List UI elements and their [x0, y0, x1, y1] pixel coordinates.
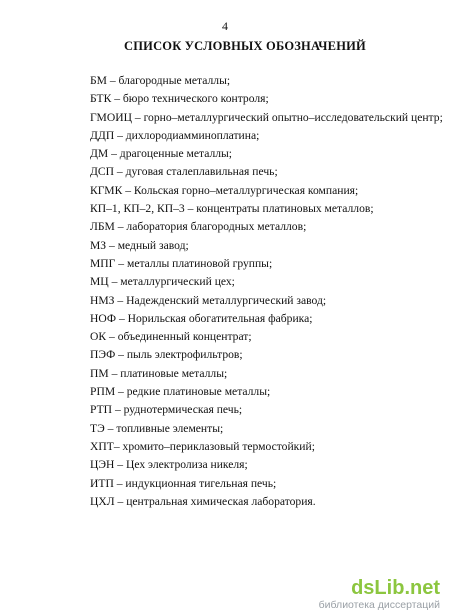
list-item: ДМ – драгоценные металлы; [90, 147, 233, 161]
list-item: НОФ – Норильская обогатительная фабрика; [90, 311, 313, 325]
page-number: 4 [222, 19, 228, 33]
list-item: ПМ – платиновые металлы; [90, 366, 228, 380]
watermark-brand-main: dsLib [351, 577, 405, 599]
list-item: ИТП – индукционная тигельная печь; [90, 476, 277, 490]
watermark-tagline: библиотека диссертаций [318, 599, 440, 611]
list-item: БМ – благородные металлы; [90, 74, 231, 87]
list-item: МЦ – металлургический цех; [90, 275, 235, 289]
list-item: ПЭФ – пыль электрофильтров; [90, 348, 243, 362]
list-item: БТК – бюро технического контроля; [90, 92, 269, 106]
list-item: МПГ – металлы платиновой группы; [90, 256, 273, 270]
list-item: ЦХЛ – центральная химическая лаборатория. [90, 494, 316, 508]
list-item: КГМК – Кольская горно–металлургическая компания; [90, 183, 359, 197]
list-item: РПМ – редкие платиновые металлы; [90, 385, 271, 399]
list-item: ДСП – дуговая сталеплавильная печь; [90, 165, 278, 179]
list-item: КП–1, КП–2, КП–3 – концентраты платиновых металлов; [90, 202, 374, 216]
watermark-brand-domain: .net [404, 577, 440, 599]
list-item: ГМОИЦ – горно–металлургический опытно–исследовательский центр; [90, 110, 443, 124]
watermark-brand [319, 577, 440, 599]
list-item: ОК – объединенный концентрат; [90, 330, 252, 344]
list-item: ДДП – дихлородиамминоплатина; [90, 128, 260, 142]
list-item: ЦЭН – Цех электролиза никеля; [90, 458, 248, 472]
watermark-logo [319, 577, 440, 611]
list-item: ТЭ – топливные элементы; [90, 421, 224, 435]
list-item: НМЗ – Надежденский металлургический завод; [90, 293, 327, 307]
list-item: ЛБМ – лаборатория благородных металлов; [90, 220, 307, 234]
page-title: СПИСОК УСЛОВНЫХ ОБОЗНАЧЕНИЙ [124, 39, 366, 53]
list-item: РТП – руднотермическая печь; [90, 403, 243, 417]
abbreviation-list [90, 72, 443, 511]
list-item: ХПТ– хромито–периклазовый термостойкий; [90, 439, 315, 453]
list-item: МЗ – медный завод; [90, 238, 189, 252]
